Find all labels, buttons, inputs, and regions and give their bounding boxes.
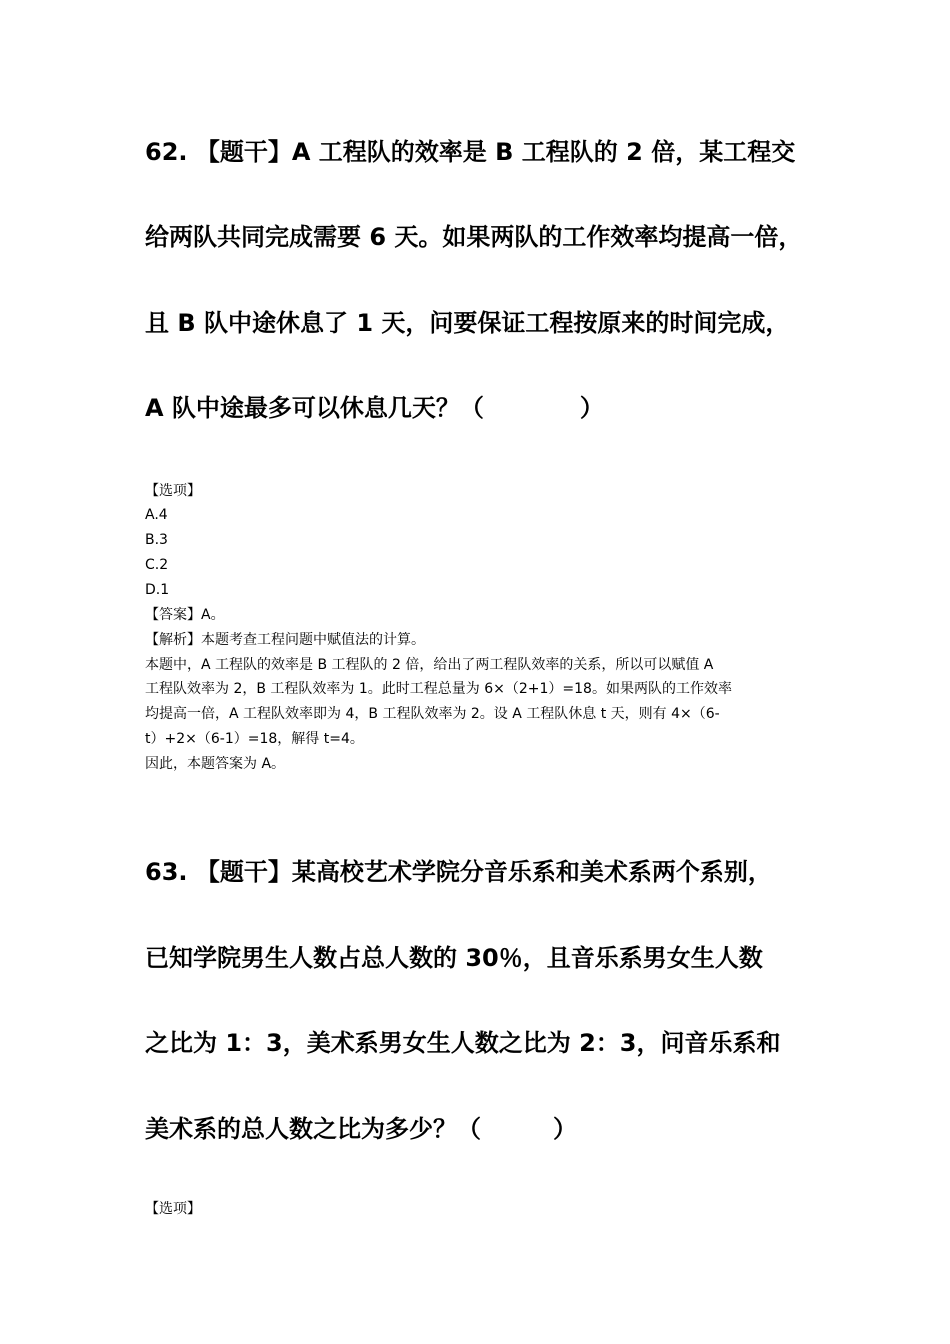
q62-analysis-line-2: 工程队效率为 2，B 工程队效率为 1。此时工程总量为 6×（2+1）=18。如果两队的工作效率 (145, 681, 732, 697)
q62-stem-line-3: 且 B 队中途休息了 1 天，问要保证工程按原来的时间完成， (145, 309, 790, 337)
q62-analysis-line-1: 本题中，A 工程队的效率是 B 工程队的 2 倍，给出了两工程队效率的关系，所以可以赋值 A (145, 657, 714, 673)
q63-stem-line-4: 美术系的总人数之比为多少？（ ） (145, 1115, 577, 1143)
q62-analysis-line-3: 均提高一倍，A 工程队效率即为 4，B 工程队效率为 2。设 A 工程队休息 t 天，则有 4×（6- (145, 706, 720, 722)
q62-option-d: D.1 (145, 582, 170, 598)
q62-answer: 【答案】A。 (145, 607, 225, 623)
q62-option-c: C.2 (145, 557, 169, 573)
q63-stem-line-3: 之比为 1：3，美术系男女生人数之比为 2：3，问音乐系和 (145, 1029, 781, 1057)
q62-stem-line-1: 62. 【题干】A 工程队的效率是 B 工程队的 2 倍，某工程交 (145, 138, 796, 166)
q62-stem-line-2: 给两队共同完成需要 6 天。如果两队的工作效率均提高一倍， (145, 223, 803, 251)
q63-stem-line-2: 已知学院男生人数占总人数的 30％，且音乐系男女生人数 (145, 944, 763, 972)
q62-stem-line-4: A 队中途最多可以休息几天？（ ） (145, 394, 604, 422)
q62-analysis-title: 【解析】本题考查工程问题中赋值法的计算。 (145, 632, 425, 648)
q63-options-header: 【选项】 (145, 1201, 201, 1217)
q62-analysis-line-5: 因此，本题答案为 A。 (145, 756, 286, 772)
q63-stem-line-1: 63. 【题干】某高校艺术学院分音乐系和美术系两个系别， (145, 858, 772, 886)
q62-option-b: B.3 (145, 532, 168, 548)
q62-analysis-line-4: t）+2×（6-1）=18，解得 t=4。 (145, 731, 364, 747)
q62-option-a: A.4 (145, 507, 168, 523)
q62-options-header: 【选项】 (145, 483, 201, 499)
